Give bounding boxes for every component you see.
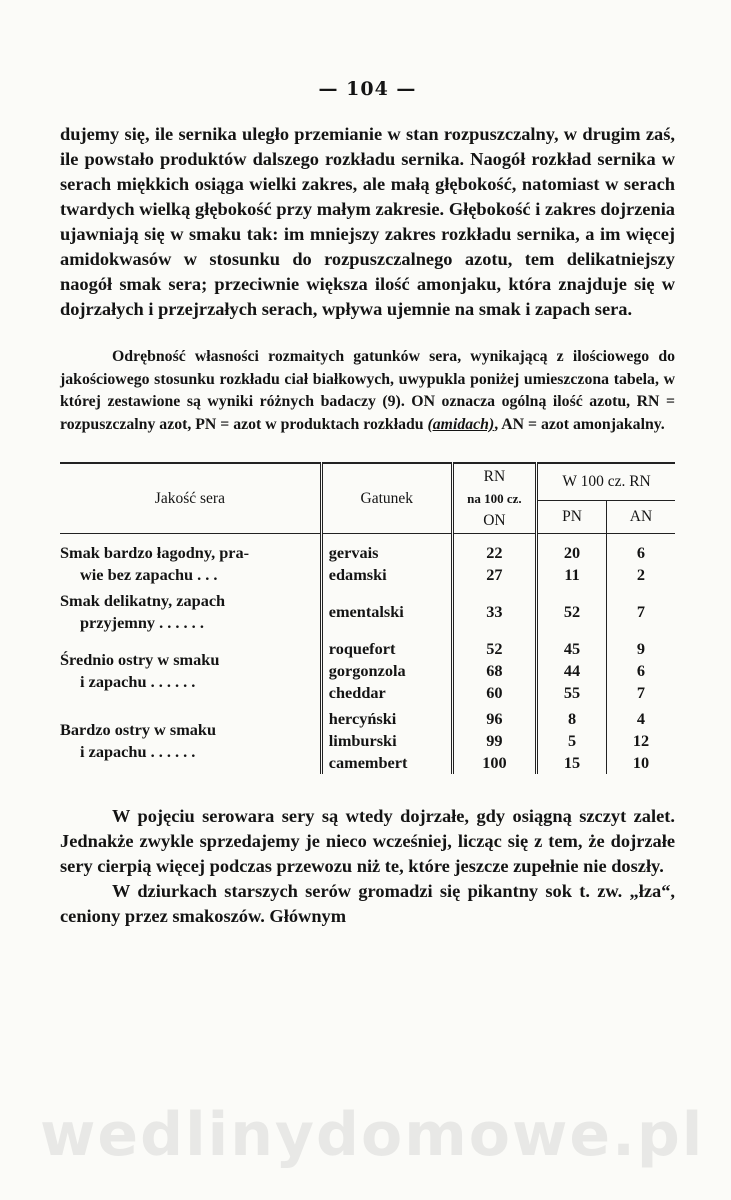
quality-cell [60, 586, 321, 634]
intro-emph: (amidach) [427, 415, 495, 433]
table-row [60, 586, 675, 634]
pn-value: 5 [537, 730, 607, 752]
page-number: — 104 — [318, 78, 417, 100]
quality-line-1: Smak delikatny, zapach [60, 591, 226, 611]
pn-value: 20 [537, 534, 607, 565]
cheese-name: edamski [321, 564, 452, 586]
intro-text-2: , AN = azot amonjakalny. [494, 415, 665, 433]
pn-value: 15 [537, 752, 607, 774]
table-body [60, 534, 675, 775]
paragraph-3: W dziurkach starszych serów gromadzi się pikantny sok t. zw. „łza“, ceniony przez smakoszów. Głównym [60, 881, 675, 927]
cheese-name: cheddar [321, 682, 452, 704]
header-rn-mid: na 100 cz. [467, 490, 522, 506]
an-value: 2 [636, 565, 646, 585]
rn-value: 96 [452, 704, 536, 730]
pn-value: 11 [537, 564, 607, 586]
pn-value: 44 [537, 660, 607, 682]
cheese-name: camembert [321, 752, 452, 774]
cheese-name: gorgonzola [321, 660, 452, 682]
quality-line-1: Bardzo ostry w smaku [60, 720, 217, 740]
quality-cell [60, 704, 321, 774]
intro-text-1: Odrębność własności rozmaitych gatunków sera, wynikającą z ilościowego do jakościowego stosunku rozkładu ciał białkowych, uwypukla poniżej umieszczona tabela, w której zestawione są wyniki różnych badaczy (9). ON oznacza ogólną ilość azotu, RN = rozpuszczalny azot, PN = azot w produktach rozkładu [60, 348, 675, 433]
cheese-name: gervais [321, 534, 452, 565]
header-gatunek: Gatunek [321, 463, 452, 534]
an-value: 7 [636, 683, 646, 703]
an-value: 6 [606, 534, 675, 565]
quality-line-1: Średnio ostry w smaku [60, 650, 220, 670]
an-value: 10 [632, 753, 650, 773]
table-row [60, 534, 675, 565]
header-pn: PN [537, 501, 607, 534]
an-value: 4 [636, 709, 646, 729]
paragraph-table-intro [60, 346, 675, 436]
cheese-table [60, 462, 675, 774]
quality-line-2: i zapachu . . . . . . [80, 742, 196, 762]
table-row [60, 704, 675, 730]
an-value: 12 [632, 731, 650, 751]
rn-value: 60 [452, 682, 536, 704]
header-rn [452, 463, 536, 534]
header-rn-top: RN [483, 467, 506, 485]
an-value: 6 [636, 661, 646, 681]
rn-value: 27 [452, 564, 536, 586]
pn-value: 52 [537, 586, 607, 634]
watermark: wedlinydomowe.pl [40, 1100, 705, 1170]
quality-cell [60, 534, 321, 587]
cheese-name: ementalski [321, 586, 452, 634]
cheese-name: roquefort [321, 634, 452, 660]
header-an: AN [606, 501, 675, 534]
paragraph-2: W pojęciu serowara sery są wtedy dojrzałe, gdy osiągną szczyt zalet. Jednakże zwykle sprzedajemy je nieco wcześniej, licząc się z tem, że dojrzałe sery cierpią więcej podczas przewozu niż te, które jeszcze zupełnie nie doszły. [60, 806, 675, 877]
header-w100: W 100 cz. RN [562, 473, 651, 491]
paragraph-1: dujemy się, ile sernika uległo przemianie w stan rozpuszczalny, w drugim zaś, ile powstało produktów dalszego rozkładu sernika. Naogół rozkład sernika w serach miękkich osiąga wielki zakres, ale małą głębokość, natomiast w serach twardych wielką głębokość przy małym zakresie. Głębokość i zakres dojrzenia ujawniają się w smaku tak: im mniejszy zakres rozkładu sernika, a im więcej amidokwasów w stosunku do rozpuszczalnego azotu, tem delikatniejszy naogół smak sera; przeciwnie większa ilość amonjaku, która znajduje się w dojrzałych i przejrzałych serach, wpływa ujemnie na smak i zapach sera. [60, 124, 675, 319]
header-jakosc: Jakość sera [154, 489, 225, 507]
quality-line-2: przyjemny . . . . . . [80, 613, 204, 633]
quality-line-2: wie bez zapachu . . . [80, 565, 218, 585]
page [60, 78, 675, 929]
cheese-name: hercyński [321, 704, 452, 730]
pn-value: 45 [537, 634, 607, 660]
an-value: 7 [636, 602, 646, 622]
an-value: 9 [636, 639, 646, 659]
quality-line-2: i zapachu . . . . . . [80, 672, 196, 692]
quality-line-1: Smak bardzo łagodny, pra- [60, 543, 250, 563]
rn-value: 33 [452, 586, 536, 634]
rn-value: 52 [452, 634, 536, 660]
rn-value: 99 [452, 730, 536, 752]
pn-value: 8 [537, 704, 607, 730]
table-row [60, 634, 675, 660]
pn-value: 55 [537, 682, 607, 704]
header-rn-bot: ON [483, 511, 506, 529]
rn-value: 22 [452, 534, 536, 565]
cheese-table-wrap [60, 462, 675, 774]
quality-cell [60, 634, 321, 704]
rn-value: 100 [452, 752, 536, 774]
rn-value: 68 [452, 660, 536, 682]
cheese-name: limburski [321, 730, 452, 752]
